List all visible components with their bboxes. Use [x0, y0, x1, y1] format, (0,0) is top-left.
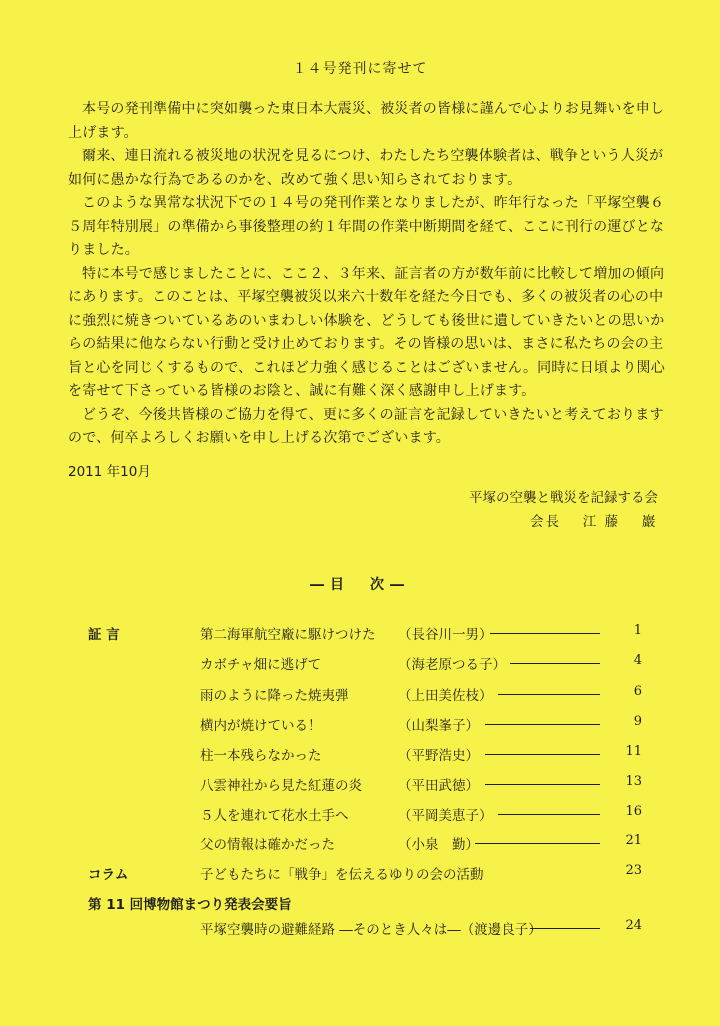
paragraph: どうぞ、今後共皆様のご協力を得て、更に多くの証言を記録していきたいと考えておりますので、何卒よろしくお願いを申し上げる次第でございます。 [68, 406, 664, 446]
toc-page: 24 [625, 918, 642, 933]
leader-line [485, 754, 600, 755]
toc-author: （平岡美恵子） [398, 808, 493, 824]
toc-title: ５人を連れて花水土手へ [200, 808, 349, 824]
toc-title: 第二海軍航空廠に駆けつけた [200, 627, 376, 643]
toc-title: 柱一本残らなかった [200, 748, 322, 764]
toc-row [200, 918, 650, 938]
page-title: １４号発刊に寄せて [292, 61, 428, 77]
leader-line [490, 633, 600, 634]
leader-line [498, 694, 600, 695]
toc-row [200, 653, 650, 673]
toc-row [200, 623, 650, 643]
toc-row [200, 714, 650, 734]
paragraph: 本号の発刊準備中に突如襲った東日本大震災、被災者の皆様に謹んで心よりお見舞いを申し上げます。 [68, 101, 665, 141]
toc-page: 4 [633, 653, 642, 668]
toc-page: 23 [625, 863, 642, 878]
toc-author: （上田美佐枝） [398, 688, 493, 704]
toc-row [200, 863, 650, 883]
leader-line [498, 814, 600, 815]
toc-page: 16 [625, 804, 642, 819]
toc-page: 9 [633, 714, 642, 729]
toc-author: （平田武徳） [398, 778, 479, 794]
toc-row [200, 684, 650, 704]
paragraph: 爾来、連日流れる被災地の状況を見るにつけ、わたしたち空襲体験者は、戦争という人災が如何に愚かな行為であるのかを、改めて強く思い知らされております。 [68, 148, 664, 188]
leader-line [475, 843, 600, 844]
section-label-testimony: 証 言 [88, 627, 120, 643]
toc-author: （山梨峯子） [398, 718, 479, 734]
toc-row [200, 744, 650, 764]
paragraph: 特に本号で感じましたことに、ここ２、３年来、証言者の方が数年前に比較して増加の傾向にあります。このことは、平塚空襲被災以来六十数年を経た今日でも、多くの被災者の心の中に強烈に焼きついているあのいまわしい体験を、どうしても後世に遺していきたいとの思いからの結果に他ならない行動と受け止めております。その皆様の思いは、まさに私たちの会の主旨と心を同じくするもので、これほど力強く感じることはございません。同時に日頃より関心を寄せて下さっている皆様のお陰と、誠に有難く深く感謝申し上げます。 [68, 265, 665, 399]
paragraph: このような異常な状況下での１４号の発刊作業となりましたが、昨年行なった「平塚空襲６５周年特別展」の準備から事後整理の約１年間の作業中断期間を経て、ここに刊行の運びとなりました。 [68, 195, 665, 258]
foreword-body [68, 98, 668, 451]
leader-line [485, 724, 600, 725]
toc-page: 21 [625, 833, 642, 848]
toc-title: 父の情報は確かだった [200, 837, 335, 853]
toc-title: 雨のように降った焼夷弾 [200, 688, 349, 704]
president-name: 会長 江 藤 巖 [530, 514, 658, 530]
toc-page: 6 [633, 684, 642, 699]
date: 2011 年10月 [68, 464, 151, 480]
toc-page: 11 [625, 744, 642, 759]
toc-title: 子どもたちに「戦争」を伝えるゆりの会の活動 [200, 867, 484, 883]
toc-author: （海老原つる子） [398, 657, 506, 673]
leader-line [485, 784, 600, 785]
section-label-museum: 第 11 回博物館まつり発表会要旨 [88, 897, 292, 913]
toc-author: （長谷川一男） [398, 627, 493, 643]
toc-row [200, 833, 650, 853]
leader-line [510, 663, 600, 664]
toc-title: 平塚空襲時の避難経路 ―そのとき人々は―（渡邊良子） [200, 922, 542, 938]
toc-author: （小泉 勤） [398, 837, 479, 853]
toc-page: 1 [633, 623, 642, 638]
toc-author: （平野浩史） [398, 748, 479, 764]
toc-title: 八雲神社から見た紅蓮の炎 [200, 778, 362, 794]
toc-row [200, 774, 650, 794]
section-label-column: コラム [88, 867, 129, 883]
leader-line [530, 928, 600, 929]
toc-title: カボチャ畑に逃げて [200, 657, 322, 673]
toc-title: 横内が焼けている！ [200, 718, 322, 734]
toc-heading: ―目 次― [310, 577, 410, 593]
organization-name: 平塚の空襲と戦災を記録する会 [469, 490, 658, 506]
toc-row [200, 804, 650, 824]
toc-page: 13 [625, 774, 642, 789]
